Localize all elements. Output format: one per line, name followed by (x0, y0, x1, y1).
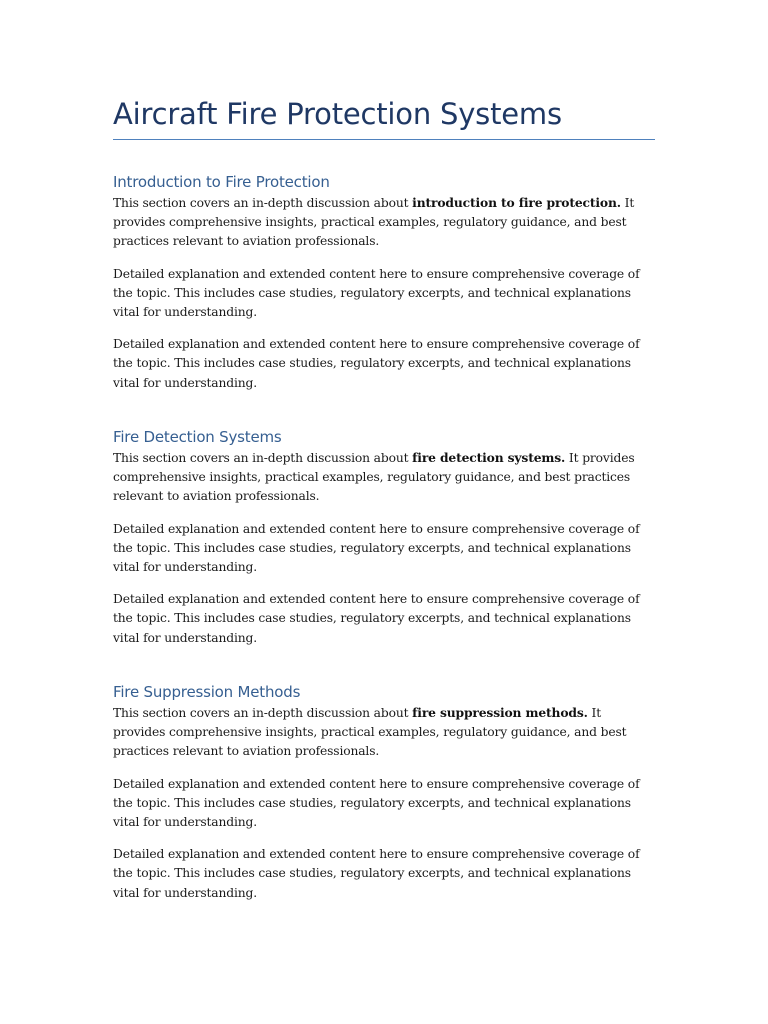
section-heading: Fire Suppression Methods (113, 683, 301, 701)
detail-paragraph: Detailed explanation and extended content here to ensure comprehensive coverage of the topic. This includes case studies, regulatory excerpts, and technical explanations vital for understanding. (113, 521, 640, 575)
intro-text-after: It provides comprehensive insights, practical examples, regulatory guidance, and best practices relevant to aviation professionals. (113, 196, 635, 249)
intro-text-before: This section covers an in-depth discussion about (113, 451, 413, 465)
detail-paragraph: Detailed explanation and extended content here to ensure comprehensive coverage of the topic. This includes case studies, regulatory excerpts, and technical explanations vital for understanding. (113, 266, 640, 320)
intro-text-bold: introduction to fire protection. (412, 195, 621, 210)
intro-text-before: This section covers an in-depth discussion about (113, 706, 413, 720)
detail-paragraph: Detailed explanation and extended content here to ensure comprehensive coverage of the topic. This includes case studies, regulatory excerpts, and technical explanations vital for understanding. (113, 776, 640, 830)
section-fire-suppression (113, 681, 655, 916)
detail-paragraph: Detailed explanation and extended content here to ensure comprehensive coverage of the topic. This includes case studies, regulatory excerpts, and technical explanations vital for understanding. (113, 847, 640, 900)
intro-text-bold: fire suppression methods. (412, 705, 588, 720)
detail-paragraph: Detailed explanation and extended content here to ensure comprehensive coverage of the topic. This includes case studies, regulatory excerpts, and technical explanations vital for understanding. (113, 337, 640, 390)
intro-text-bold: fire detection systems. (412, 450, 566, 465)
section-heading: Fire Detection Systems (113, 428, 282, 446)
section-heading: Introduction to Fire Protection (113, 173, 330, 191)
section-intro-paragraph (113, 448, 655, 507)
section-intro-paragraph (113, 193, 655, 252)
section-introduction (113, 171, 655, 406)
detail-paragraph: Detailed explanation and extended content here to ensure comprehensive coverage of the topic. This includes case studies, regulatory excerpts, and technical explanations vital for understanding. (113, 592, 640, 645)
section-fire-detection (113, 426, 655, 661)
document-title: Aircraft Fire Protection Systems (113, 97, 562, 131)
intro-text-after: It provides comprehensive insights, practical examples, regulatory guidance, and best practices relevant to aviation professionals. (113, 706, 627, 759)
intro-text-after: It provides comprehensive insights, practical examples, regulatory guidance, and best practices relevant to aviation professionals. (113, 451, 635, 504)
intro-text-before: This section covers an in-depth discussion about (113, 196, 413, 210)
section-intro-paragraph (113, 703, 655, 762)
title-underline-rule (113, 139, 655, 140)
